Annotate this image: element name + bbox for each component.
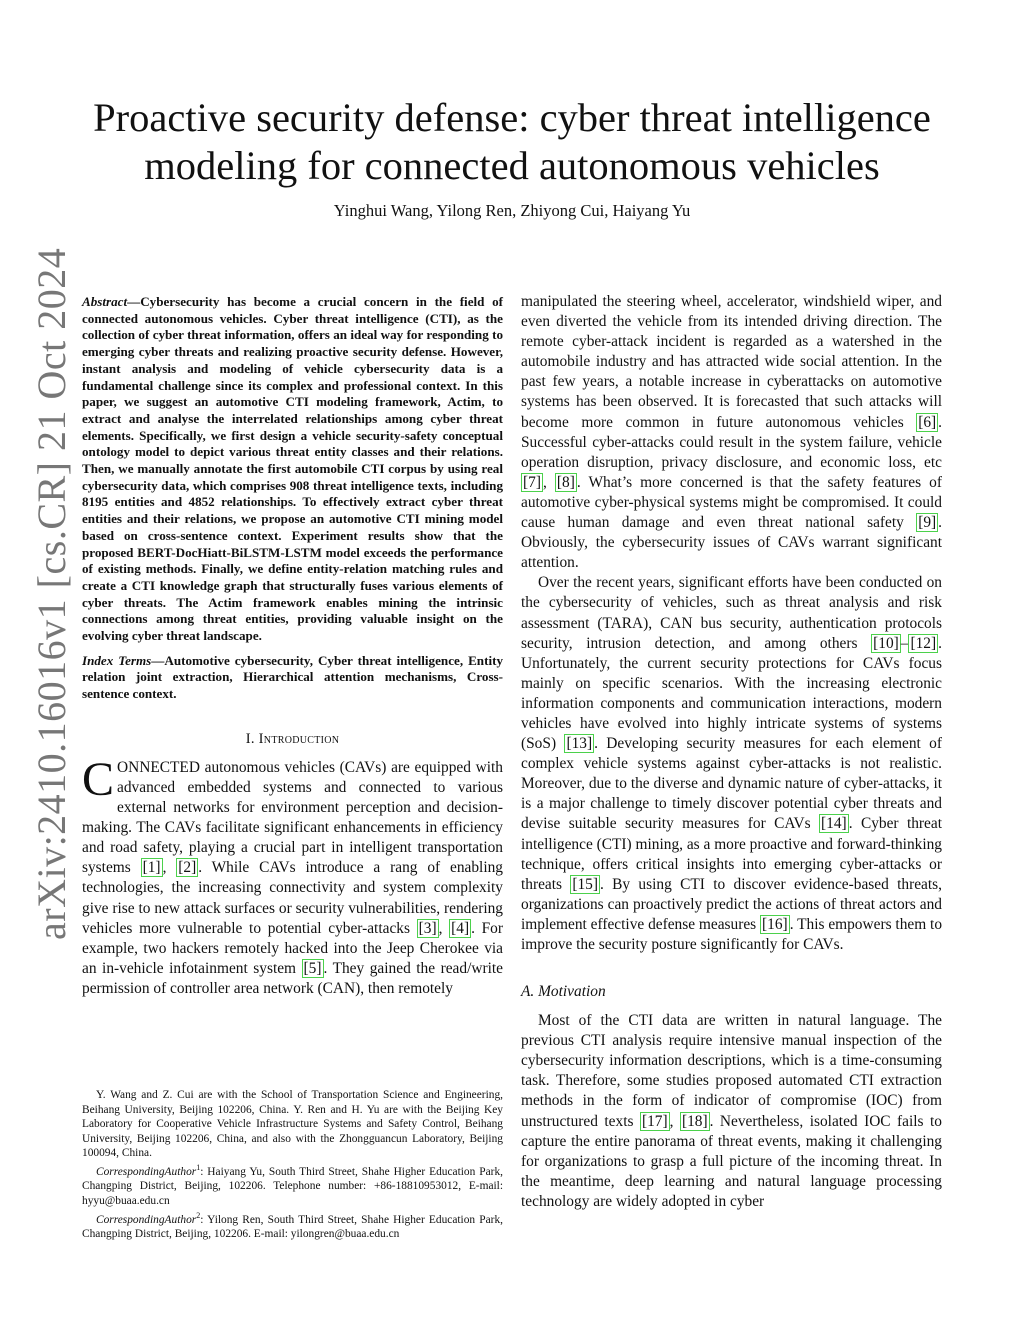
body-paragraph: [521, 573, 942, 955]
citation-link[interactable]: [15]: [572, 875, 598, 893]
body-text: . This empowers them to improve the security posture significantly for CAVs.: [521, 915, 943, 953]
citation-link[interactable]: [5]: [303, 959, 322, 977]
title-line-1: Proactive security defense: cyber threat intelligence: [93, 95, 931, 140]
footnote-sup: 1: [196, 1162, 201, 1172]
separator: ,: [162, 859, 177, 877]
body-text: Most of the CTI data are written in natural language. The previous CTI analysis require intensive manual inspection of the cybersecurity information descriptions, which is a time-consuming task. Therefore, some studies proposed automated CTI extraction methods in the form of indicator of compromise (IOC) from unstructured texts: [521, 1012, 942, 1130]
citation-link[interactable]: [10]: [873, 634, 899, 652]
citation-link[interactable]: [12]: [910, 634, 937, 652]
separator: –: [900, 634, 909, 652]
body-text: manipulated the steering wheel, accelerator, windshield wiper, and even diverted the vehicle from its intended driving direction. The remote cyber-attack incident is regarded as a watershed in the automobile industry and has attracted wide social attention. In the past few years, a notable increase in cyberattacks on automotive systems has been observed. It is forecasted that such attacks will become more common in future autonomous vehicles: [521, 293, 942, 431]
footnote-corresponding-author-2: [82, 1209, 503, 1242]
intro-text: autonomous vehicles (CAVs) are equipped with advanced embedded systems and connected to various external networks for environment perception and decision-making. The CAVs facilitate significant enhancements in efficiency and road safety, playing a crucial part in intelligent transportation systems: [82, 758, 503, 877]
drop-cap: C: [82, 752, 115, 806]
separator: ,: [669, 1112, 680, 1130]
footnote-label: CorrespondingAuthor: [96, 1213, 197, 1226]
body-text: . Unfortunately, the current security protections for CAVs focus mainly on specific scenarios. With the increasing electronic information components and communication interactions, modern vehicles have evolved into highly intricate systems of systems (SoS): [521, 634, 942, 753]
footnote-sup: 2: [196, 1210, 201, 1220]
index-terms-label: Index Terms: [82, 652, 152, 668]
body-text: . By using CTI to discover evidence-based threats, organizations can proactively predict the actions of threat actors and implement effective defense measures: [521, 875, 942, 933]
body-text: . Obviously, the cybersecurity issues of CAVs warrant significant attention.: [521, 514, 942, 572]
body-text: . Cyber threat intelligence (CTI) mining, as a more proactive and forward-thinking technique, offers critical insights into emerging cyber-attacks or threats: [521, 815, 942, 893]
intro-text: . While CAVs introduce a rang of enabling technologies, the increasing connectivity and system complexity give rise to new attack surfaces or security vulnerabilities, rendering vehicles more vulnerable to potential cyber-attacks: [82, 859, 503, 937]
author-list: Yinghui Wang, Yilong Ren, Zhiyong Cui, Haiyang Yu: [333, 201, 691, 220]
citation-link[interactable]: [13]: [566, 735, 593, 753]
citation-link[interactable]: [4]: [451, 919, 470, 937]
section-heading-introduction: I. Introduction: [245, 730, 340, 747]
body-paragraph: [521, 1011, 942, 1212]
citation-link[interactable]: [14]: [821, 815, 847, 833]
index-terms-text: —Automotive cybersecurity, Cyber threat intelligence, Entity relation joint extraction, Hierarchical attention mechanisms, Cross-sentence context.: [82, 652, 503, 702]
intro-text: . They gained the read/write permission of controller area network (CAN), then remotely: [82, 959, 503, 997]
title-line-2: modeling for connected autonomous vehicles: [144, 143, 880, 188]
abstract-text: —Cybersecurity has become a crucial concern in the field of connected autonomous vehicles. Cyber threat intelligence (CTI), as the collection of cyber threat information, offers an ideal way for responding to emerging cyber threats and realizing proactive security defense. However, instant analysis and modeling of vehicle cybersecurity data is a fundamental challenge since its complex and professional context. In this paper, we suggest an automotive CTI modeling framework, Actim, to extract and analyse the interrelated relationships among cyber threat elements. Specifically, we first design a vehicle security-safety conceptual ontology model to depict various threat entity classes and their relations. Then, we manually annotate the first automobile CTI corpus by using real cybersecurity data, which comprises 908 threat intelligence texts, including 8195 entities and 4852 relationships. To effectively extract cyber threat entities and their relations, we propose an automotive CTI mining model based on cross-sentence context. Experiment results show that the proposed BERT-DocHiatt-BiLSTM-LSTM model exceeds the performance of existing methods. Finally, we define entity-relation matching rules and create a CTI knowledge graph that structurally fuses various elements of cyber threats. The Actim framework enables mining the intrinsic connections among threat entities, providing valuable insight on the evolving cyber threat landscape.: [82, 294, 503, 644]
citation-link[interactable]: [2]: [178, 859, 197, 877]
separator: ,: [542, 473, 555, 491]
citation-link[interactable]: [6]: [918, 413, 937, 431]
body-text: . What’s more concerned is that the safety features of automotive cyber-physical systems might be compromised. It could cause human damage and even threat national safety: [521, 473, 942, 532]
citation-link[interactable]: [1]: [142, 859, 161, 877]
left-column: [82, 294, 503, 999]
intro-caps: ONNECTED: [117, 758, 200, 776]
citation-link[interactable]: [18]: [681, 1112, 708, 1130]
footnote-text: : Yilong Ren, South Third Street, Shahe Higher Education Park, Changping District, Beijing, 102206. E-mail: yilongren@buaa.edu.cn: [82, 1213, 503, 1240]
body-paragraph: [521, 292, 942, 573]
body-text: . Developing security measures for each element of complex vehicle systems against cyber-attacks is not realistic. Moreover, due to the diverse and dynamic nature of cyber-attacks, it is a major challenge to timely discover potential cyber threats and devise suitable security measures for CAVs: [521, 735, 942, 833]
citation-link[interactable]: [9]: [918, 514, 937, 532]
footnote-corresponding-author-1: [82, 1161, 503, 1209]
citation-link[interactable]: [7]: [523, 473, 541, 491]
arxiv-identifier: arXiv:2410.16016v1 [cs.CR] 21 Oct 2024: [29, 247, 74, 940]
abstract-label: Abstract: [82, 294, 128, 309]
intro-paragraph: [82, 752, 503, 999]
subsection-heading-motivation: A. Motivation: [521, 983, 606, 1001]
abstract: [82, 294, 503, 645]
intro-text: . For example, two hackers remotely hacked into the Jeep Cherokee via an in-vehicle infotainment system: [82, 919, 503, 977]
footnote-affiliations: Y. Wang and Z. Cui are with the School of Transportation Science and Engineering, Beihang University, Beijing 102206, China. Y. Ren and H. Yu are with the Beijing Key Laboratory for Cooperative Vehicle Infrastructure Systems and Safety Control, Beihang University, Beijing 102206, China, and also with the Zhongguancun Laboratory, Beijing 100094, China.: [82, 1089, 503, 1160]
footnote-text: : Haiyang Yu, South Third Street, Shahe Higher Education Park, Changping District, Beijing, 102206. Telephone number: +86-18810953012, E-mail: hyyu@buaa.edu.cn: [82, 1165, 503, 1207]
body-text: . Nevertheless, isolated IOC fails to capture the entire panorama of threat events, making it challenging for organizations to grasp a full picture of the incoming threat. In the meantime, deep learning and natural language processing technology are widely adopted in cyber: [521, 1112, 942, 1210]
citation-link[interactable]: [8]: [556, 473, 575, 491]
body-text: . Successful cyber-attacks could result in the system failure, vehicle operation disruption, privacy disclosure, and economic loss, etc: [521, 413, 942, 471]
citation-link[interactable]: [16]: [762, 915, 788, 933]
right-column: [521, 292, 942, 1212]
separator: ,: [438, 919, 450, 937]
paper-title: [60, 94, 964, 190]
index-terms: [82, 653, 503, 703]
footnote-label: CorrespondingAuthor: [96, 1165, 197, 1178]
citation-link[interactable]: [17]: [641, 1112, 668, 1130]
body-text: Over the recent years, significant efforts have been conducted on the cybersecurity of vehicles, such as threat analysis and risk assessment (TARA), CAN bus security, authentication protocols security, intrusion detection, and among others: [521, 574, 942, 652]
footnotes: [82, 1088, 503, 1242]
citation-link[interactable]: [3]: [418, 919, 437, 937]
